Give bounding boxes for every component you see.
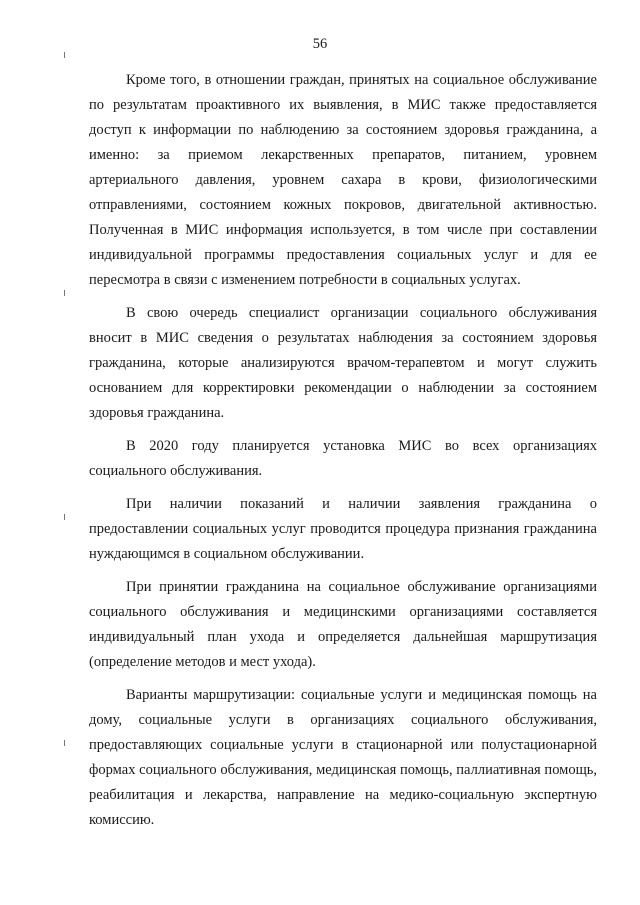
paragraph: Кроме того, в отношении граждан, принятых на социальное обслуживание по результатам проактивного их выявления, в МИС также предоставляется доступ к информации по наблюдению за состоянием здоровья гражданина, а именно: за приемом лекарственных препаратов, питанием, уровнем артериального давления, уровнем сахара в крови, физиологическими отправлениями, состоянием кожных покровов, двигательной активностью. Полученная в МИС информация используется, в том числе при составлении индивидуальной программы предоставления социальных услуг и для ее пересмотра в связи с изменением потребности в социальных услугах. <box>89 72 597 288</box>
margin-mark <box>64 740 65 746</box>
page-number: 56 <box>312 36 328 52</box>
paragraph: При наличии показаний и наличии заявления гражданина о предоставлении социальных услуг проводится процедура признания гражданина нуждающимся в социальном обслуживании. <box>89 496 597 562</box>
paragraph: В свою очередь специалист организации социального обслуживания вносит в МИС сведения о результатах наблюдения за состоянием здоровья гражданина, которые анализируются врачом-терапевтом и могут служить основанием для корректировки рекомендации о наблюдении за состоянием здоровья гражданина. <box>89 305 597 421</box>
paragraph: При принятии гражданина на социальное обслуживание организациями социального обслуживания и медицинскими организациями составляется индивидуальный план ухода и определяется дальнейшая маршрутизация (определение методов и мест ухода). <box>89 579 597 670</box>
margin-mark <box>64 52 65 58</box>
paragraph: Варианты маршрутизации: социальные услуги и медицинская помощь на дому, социальные услуги в организациях социального обслуживания, предоставляющих социальные услуги в стационарной или полустационарной формах социального обслуживания, медицинская помощь, паллиативная помощь, реабилитация и лекарства, направление на медико-социальную экспертную комиссию. <box>89 687 597 828</box>
paragraph: В 2020 году планируется установка МИС во всех организациях социального обслуживания. <box>89 438 597 479</box>
document-body <box>89 68 597 833</box>
margin-mark <box>64 290 65 296</box>
margin-mark <box>64 514 65 520</box>
